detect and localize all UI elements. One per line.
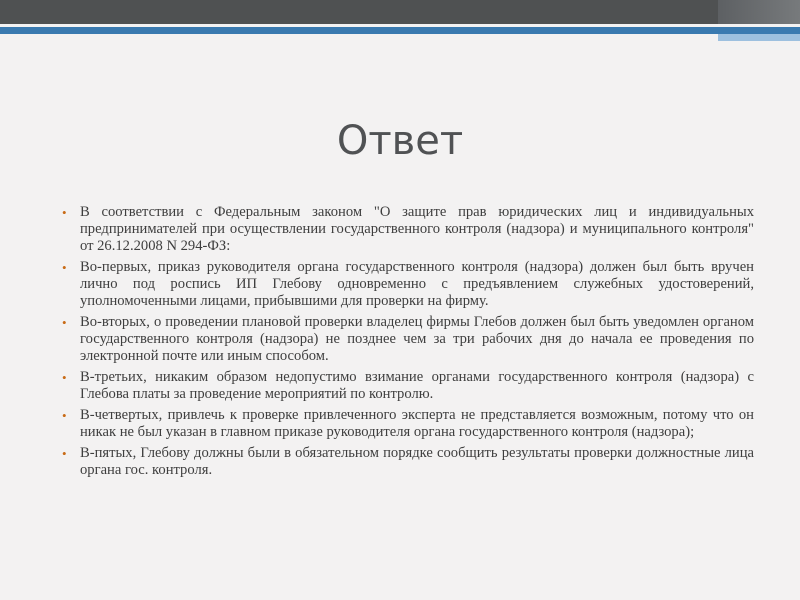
bullet-icon: •	[62, 205, 67, 220]
accent-stripe-light	[718, 34, 800, 41]
bullet-text: Во-первых, приказ руководителя органа государственного контроля (надзора) должен был быть вручен лично под роспись ИП Глебову одновременно с предъявлением служебных удостоверений, уполномоченными лицами, прибывшими для проверки на фирму.	[80, 259, 754, 309]
header-band	[0, 0, 800, 24]
slide-title: Ответ	[336, 118, 464, 164]
bullet-item	[62, 204, 754, 255]
bullet-icon: •	[62, 408, 67, 423]
bullet-text: В-пятых, Глебову должны были в обязательном порядке сообщить результаты проверки должностные лица органа гос. контроля.	[80, 445, 754, 478]
bullet-icon: •	[62, 370, 67, 385]
bullet-item	[62, 445, 754, 479]
bullet-text: В-третьих, никаким образом недопустимо взимание органами государственного контроля (надзора) с Глебова платы за проведение мероприятий по контролю.	[80, 369, 754, 402]
bullet-list	[62, 204, 754, 483]
bullet-text: В-четвертых, привлечь к проверке привлеченного эксперта не представляется возможным, потому что он никак не был указан в главном приказе руководителя органа государственного контроля (надзора);	[80, 407, 754, 440]
bullet-icon: •	[62, 446, 67, 461]
bullet-text: Во-вторых, о проведении плановой проверки владелец фирмы Глебов должен был быть уведомлен органом государственного контроля (надзора) не позднее чем за три рабочих дня до начала ее проведения по электронной почте или иным способом.	[80, 314, 754, 364]
header-accent	[718, 0, 800, 24]
bullet-icon: •	[62, 260, 67, 275]
bullet-item	[62, 369, 754, 403]
bullet-item	[62, 407, 754, 441]
bullet-item	[62, 259, 754, 310]
bullet-item	[62, 314, 754, 365]
bullet-text: В соответствии с Федеральным законом "О защите прав юридических лиц и индивидуальных предпринимателей при осуществлении государственного контроля (надзора) и муниципального контроля" от 26.12.2008 N 294-ФЗ:	[80, 204, 754, 254]
accent-stripe	[0, 27, 800, 34]
bullet-icon: •	[62, 315, 67, 330]
